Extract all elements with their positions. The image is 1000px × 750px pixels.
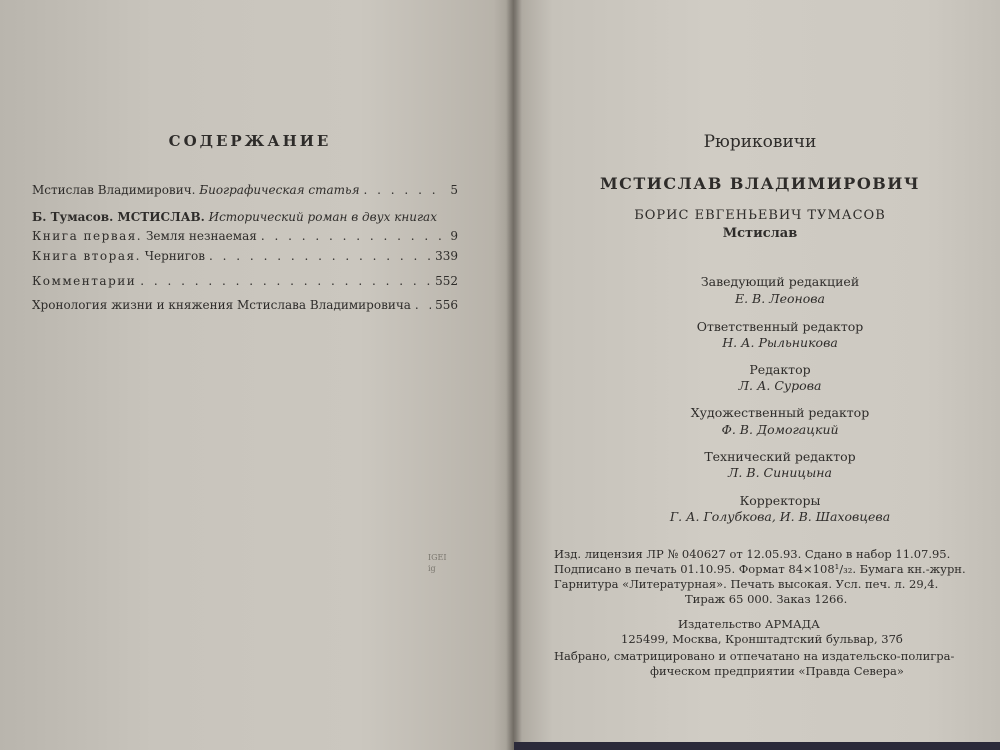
toc-leader-dots xyxy=(415,298,431,312)
credit-name: Е. В. Леонова xyxy=(734,291,826,306)
toc-entry-book-two xyxy=(32,249,458,269)
toc-page-number: 339 xyxy=(435,249,458,263)
toc-title: СОДЕРЖАНИЕ xyxy=(168,132,332,150)
imprint-line: Тираж 65 000. Заказ 1266. xyxy=(685,592,848,606)
toc-page-number: 552 xyxy=(435,274,458,288)
imprint-line: Гарнитура «Литературная». Печать высокая. Усл. печ. л. 29,4. xyxy=(554,577,939,591)
toc-entry-subtitle: Исторический роман в двух книгах xyxy=(208,210,437,224)
toc-entry-biography xyxy=(32,183,458,203)
toc-entry-book-one xyxy=(32,229,458,249)
margin-pencil-note: ig xyxy=(428,564,436,573)
toc-leader-dots xyxy=(209,249,431,263)
toc-leader-dots xyxy=(261,229,447,243)
imprint-line: Изд. лицензия ЛР № 040627 от 12.05.93. Сдано в набор 11.07.95. xyxy=(554,547,951,561)
series-title: Рюриковичи xyxy=(703,132,817,152)
credit-name: Н. А. Рыльникова xyxy=(722,335,838,350)
toc-entry-label: Книга вторая. xyxy=(32,249,141,263)
toc-entry-text: Хронология жизни и княжения Мстислава Владимировича xyxy=(32,298,411,312)
toc-page-number: 5 xyxy=(450,183,458,197)
toc-entry-novel xyxy=(32,210,458,230)
toc-entry-text: Чернигов xyxy=(144,249,206,263)
credit-role: Корректоры xyxy=(739,493,821,508)
credit-role: Заведующий редакцией xyxy=(700,274,860,289)
toc-entry-text: Мстислав Владимирович. xyxy=(32,183,196,197)
toc-entry-subtitle: Биографическая статья xyxy=(199,183,360,197)
book-spine-gutter xyxy=(506,0,522,750)
credit-name: Л. А. Сурова xyxy=(738,378,822,393)
margin-pencil-note: IGEI xyxy=(428,553,447,562)
imprint-line: Набрано, сматрицировано и отпечатано на издательско-полигра- xyxy=(554,649,955,663)
credit-role: Ответственный редактор xyxy=(696,319,864,334)
credit-name: Г. А. Голубкова, И. В. Шаховцева xyxy=(669,509,891,524)
credit-role: Редактор xyxy=(749,362,811,377)
toc-entry-label: Книга первая. xyxy=(32,229,143,243)
credit-name: Л. В. Синицына xyxy=(728,465,832,480)
credit-role: Технический редактор xyxy=(704,449,856,464)
publisher-name: Издательство АРМАДА xyxy=(678,617,820,631)
toc-entry-text: Комментарии xyxy=(32,274,137,288)
book-cover-edge xyxy=(514,742,1000,750)
book-title: МСТИСЛАВ ВЛАДИМИРОВИЧ xyxy=(599,174,921,193)
toc-entry-text: Б. Тумасов. МСТИСЛАВ. xyxy=(32,210,205,224)
author-name: БОРИС ЕВГЕНЬЕВИЧ ТУМАСОВ xyxy=(634,208,886,223)
imprint-line: Подписано в печать 01.10.95. Формат 84×108¹/₃₂. Бумага кн.-журн. xyxy=(554,562,966,576)
publisher-address: 125499, Москва, Кронштадтский бульвар, 37б xyxy=(621,632,903,646)
toc-leader-dots xyxy=(364,183,447,197)
toc-entry-text: Земля незнаемая xyxy=(145,229,257,243)
toc-page-number: 9 xyxy=(450,229,458,243)
toc-entry-chronology xyxy=(32,298,458,318)
work-title: Мстислав xyxy=(722,226,798,241)
toc-page-number: 556 xyxy=(435,298,458,312)
credit-name: Ф. В. Домогацкий xyxy=(721,422,839,437)
imprint-line: фическом предприятии «Правда Севера» xyxy=(650,664,904,678)
toc-leader-dots xyxy=(140,274,431,288)
toc-entry-commentary xyxy=(32,274,458,294)
credit-role: Художественный редактор xyxy=(690,405,870,420)
